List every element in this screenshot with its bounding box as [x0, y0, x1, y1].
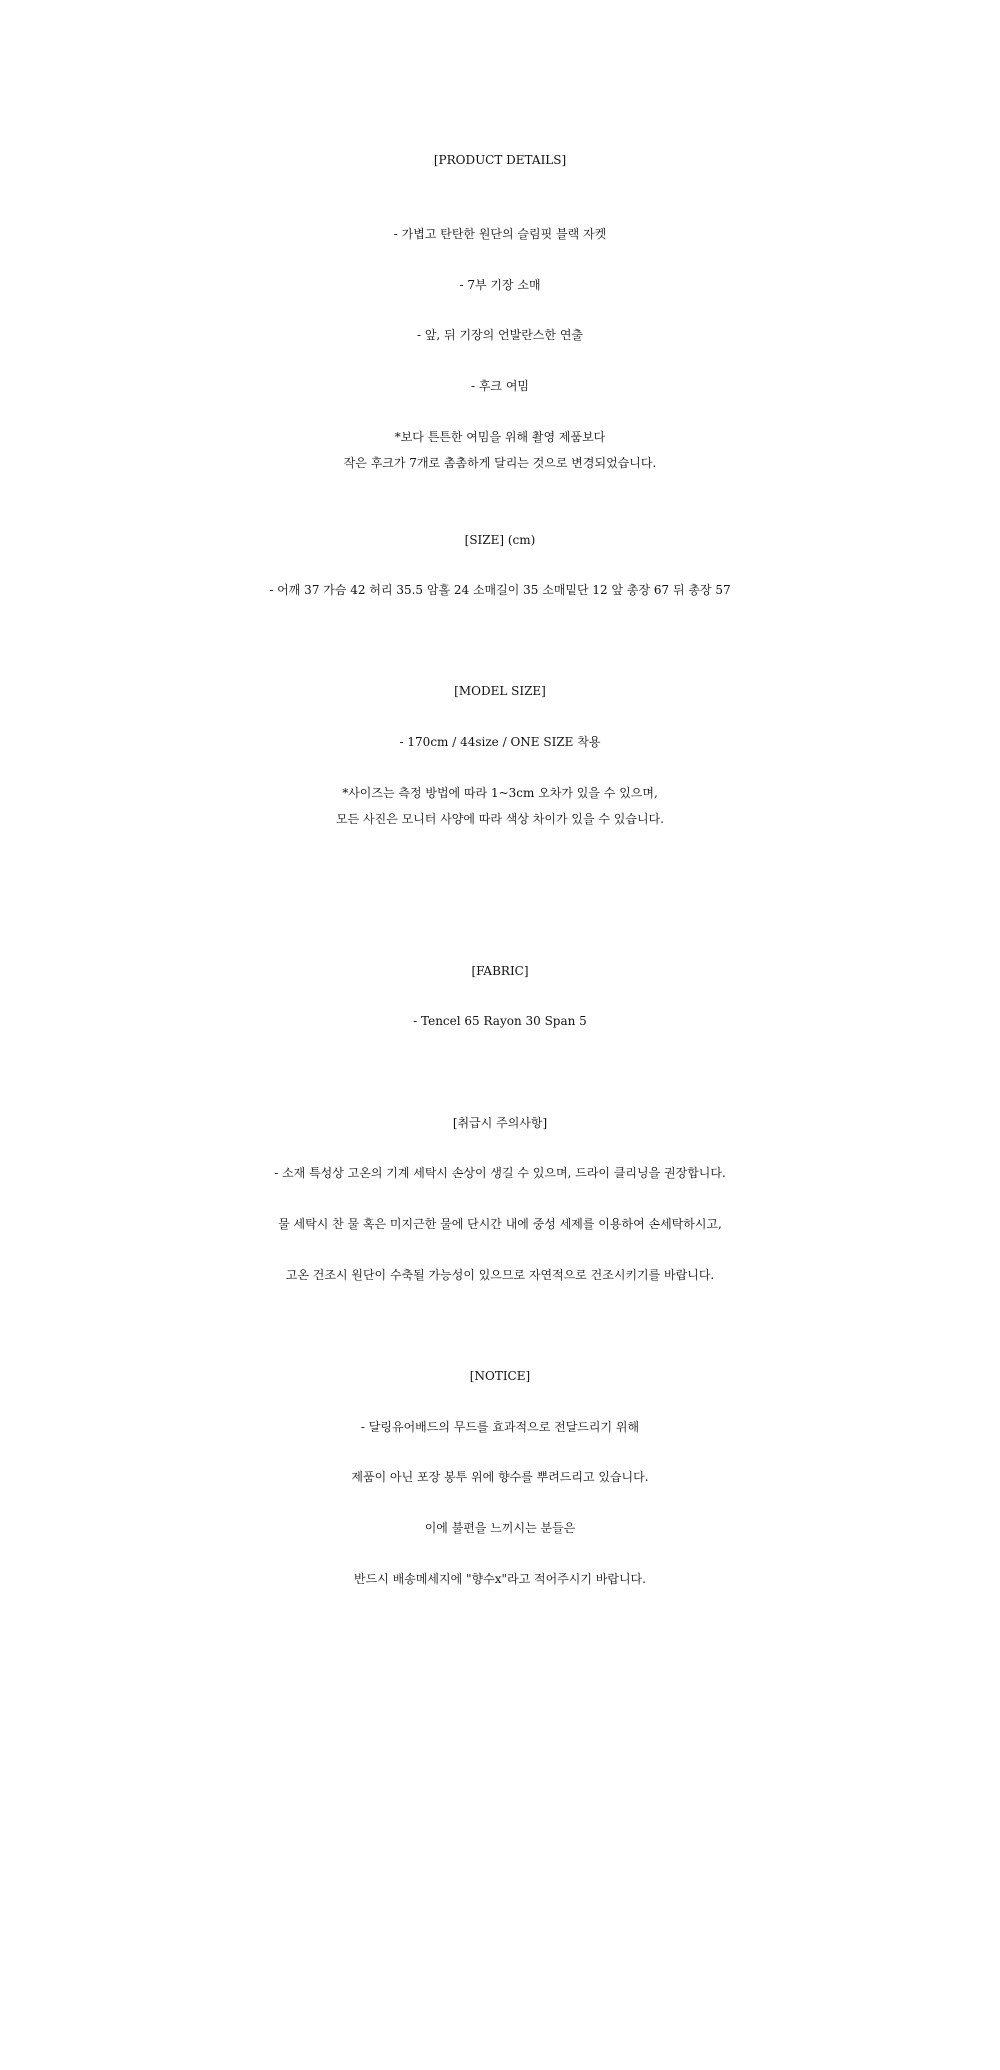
size-heading: [SIZE] (cm) — [464, 533, 536, 547]
model-size-note-line-2: 모든 사진은 모니터 사양에 따라 색상 차이가 있을 수 있습니다. — [336, 812, 664, 826]
notice-line-3: 이에 불편을 느끼시는 분들은 — [424, 1521, 576, 1535]
product-details-item-1: - 가볍고 탄탄한 원단의 슬림핏 블랙 자켓 — [393, 227, 607, 241]
care-heading: [취급시 주의사항] — [452, 1116, 548, 1130]
care-line-1: - 소재 특성상 고온의 기계 세탁시 손상이 생길 수 있으며, 드라이 클리닝을 권장합니다. — [274, 1166, 726, 1180]
product-details-note-line-1: *보다 튼튼한 여밈을 위해 촬영 제품보다 — [394, 430, 606, 444]
notice-line-4: 반드시 배송메세지에 "향수x"라고 적어주시기 바랍니다. — [354, 1572, 646, 1586]
care-line-2: 물 세탁시 찬 물 혹은 미지근한 물에 단시간 내에 중성 세제를 이용하여 손세탁하시고, — [278, 1217, 722, 1231]
fabric-heading: [FABRIC] — [471, 964, 529, 978]
care-line-3: 고온 건조시 원단이 수축될 가능성이 있으므로 자연적으로 건조시키기를 바랍니다. — [285, 1268, 715, 1282]
product-details-heading: [PRODUCT DETAILS] — [433, 153, 567, 167]
model-size-heading: [MODEL SIZE] — [454, 684, 546, 698]
model-size-note-line-1: *사이즈는 측정 방법에 따라 1~3cm 오차가 있을 수 있으며, — [342, 786, 658, 800]
notice-heading: [NOTICE] — [469, 1369, 531, 1383]
size-measurements: - 어깨 37 가슴 42 허리 35.5 암홀 24 소매길이 35 소매밑단 12 앞 총장 67 뒤 총장 57 — [269, 583, 731, 597]
product-details-note-line-2: 작은 후크가 7개로 촘촘하게 달리는 것으로 변경되었습니다. — [343, 456, 657, 470]
product-details-item-4: - 후크 여밈 — [470, 379, 530, 393]
notice-line-1: - 달링유어배드의 무드를 효과적으로 전달드리기 위해 — [360, 1420, 640, 1434]
model-size-info: - 170cm / 44size / ONE SIZE 착용 — [399, 735, 601, 749]
product-details-item-3: - 앞, 뒤 기장의 언발란스한 연출 — [416, 328, 584, 342]
fabric-composition: - Tencel 65 Rayon 30 Span 5 — [413, 1014, 587, 1028]
notice-line-2: 제품이 아닌 포장 봉투 위에 향수를 뿌려드리고 있습니다. — [351, 1470, 649, 1484]
product-details-item-2: - 7부 기장 소매 — [459, 278, 541, 292]
